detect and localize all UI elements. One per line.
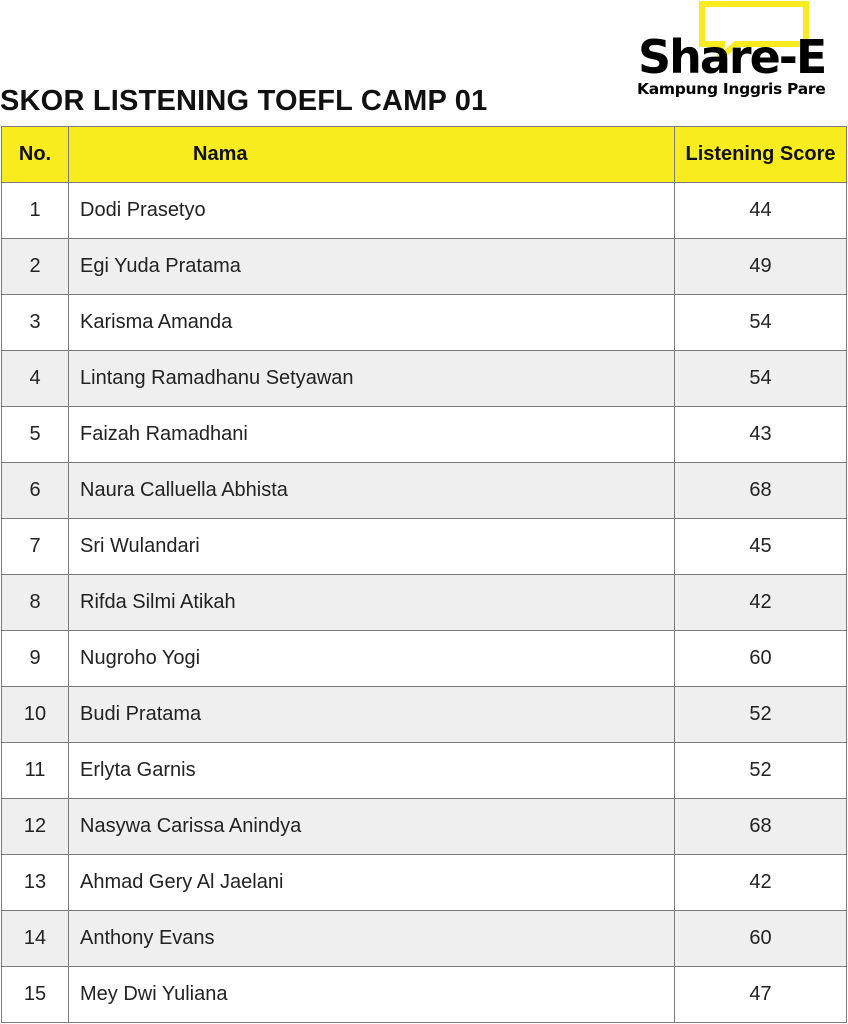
listening-score: 68 (675, 799, 847, 855)
student-name: Mey Dwi Yuliana (69, 967, 675, 1023)
listening-score: 60 (675, 631, 847, 687)
student-name: Egi Yuda Pratama (69, 239, 675, 295)
table-row (2, 407, 847, 463)
student-name: Anthony Evans (69, 911, 675, 967)
table-header-row (2, 127, 847, 183)
row-number: 11 (2, 743, 69, 799)
listening-score: 54 (675, 351, 847, 407)
listening-score: 68 (675, 463, 847, 519)
row-number: 12 (2, 799, 69, 855)
listening-score: 42 (675, 855, 847, 911)
row-number: 1 (2, 183, 69, 239)
table-row (2, 351, 847, 407)
student-name: Karisma Amanda (69, 295, 675, 351)
header-no: No. (2, 127, 69, 183)
table-row (2, 295, 847, 351)
listening-score: 43 (675, 407, 847, 463)
table-row (2, 687, 847, 743)
table-row (2, 463, 847, 519)
table-row (2, 631, 847, 687)
table-row (2, 855, 847, 911)
listening-score: 47 (675, 967, 847, 1023)
student-name: Sri Wulandari (69, 519, 675, 575)
table-row (2, 239, 847, 295)
student-name: Erlyta Garnis (69, 743, 675, 799)
row-number: 13 (2, 855, 69, 911)
row-number: 7 (2, 519, 69, 575)
listening-score: 52 (675, 687, 847, 743)
brand-logo (634, 0, 834, 104)
listening-score: 54 (675, 295, 847, 351)
student-name: Lintang Ramadhanu Setyawan (69, 351, 675, 407)
listening-score: 52 (675, 743, 847, 799)
student-name: Nasywa Carissa Anindya (69, 799, 675, 855)
listening-score: 45 (675, 519, 847, 575)
header-name: Nama (69, 127, 675, 183)
row-number: 9 (2, 631, 69, 687)
row-number: 6 (2, 463, 69, 519)
logo-name: Share-E (638, 30, 826, 84)
student-name: Ahmad Gery Al Jaelani (69, 855, 675, 911)
logo-tagline: Kampung Inggris Pare (637, 80, 826, 98)
listening-score: 44 (675, 183, 847, 239)
header-score: Listening Score (675, 127, 847, 183)
table-row (2, 575, 847, 631)
student-name: Faizah Ramadhani (69, 407, 675, 463)
table-row (2, 967, 847, 1023)
row-number: 3 (2, 295, 69, 351)
table-row (2, 911, 847, 967)
score-table (1, 126, 847, 1023)
table-row (2, 799, 847, 855)
row-number: 10 (2, 687, 69, 743)
table-row (2, 743, 847, 799)
student-name: Dodi Prasetyo (69, 183, 675, 239)
row-number: 8 (2, 575, 69, 631)
row-number: 15 (2, 967, 69, 1023)
student-name: Budi Pratama (69, 687, 675, 743)
listening-score: 49 (675, 239, 847, 295)
student-name: Nugroho Yogi (69, 631, 675, 687)
table-row (2, 519, 847, 575)
table-row (2, 183, 847, 239)
page-title: SKOR LISTENING TOEFL CAMP 01 (0, 85, 488, 118)
student-name: Naura Calluella Abhista (69, 463, 675, 519)
listening-score: 42 (675, 575, 847, 631)
row-number: 14 (2, 911, 69, 967)
row-number: 4 (2, 351, 69, 407)
listening-score: 60 (675, 911, 847, 967)
row-number: 2 (2, 239, 69, 295)
row-number: 5 (2, 407, 69, 463)
student-name: Rifda Silmi Atikah (69, 575, 675, 631)
